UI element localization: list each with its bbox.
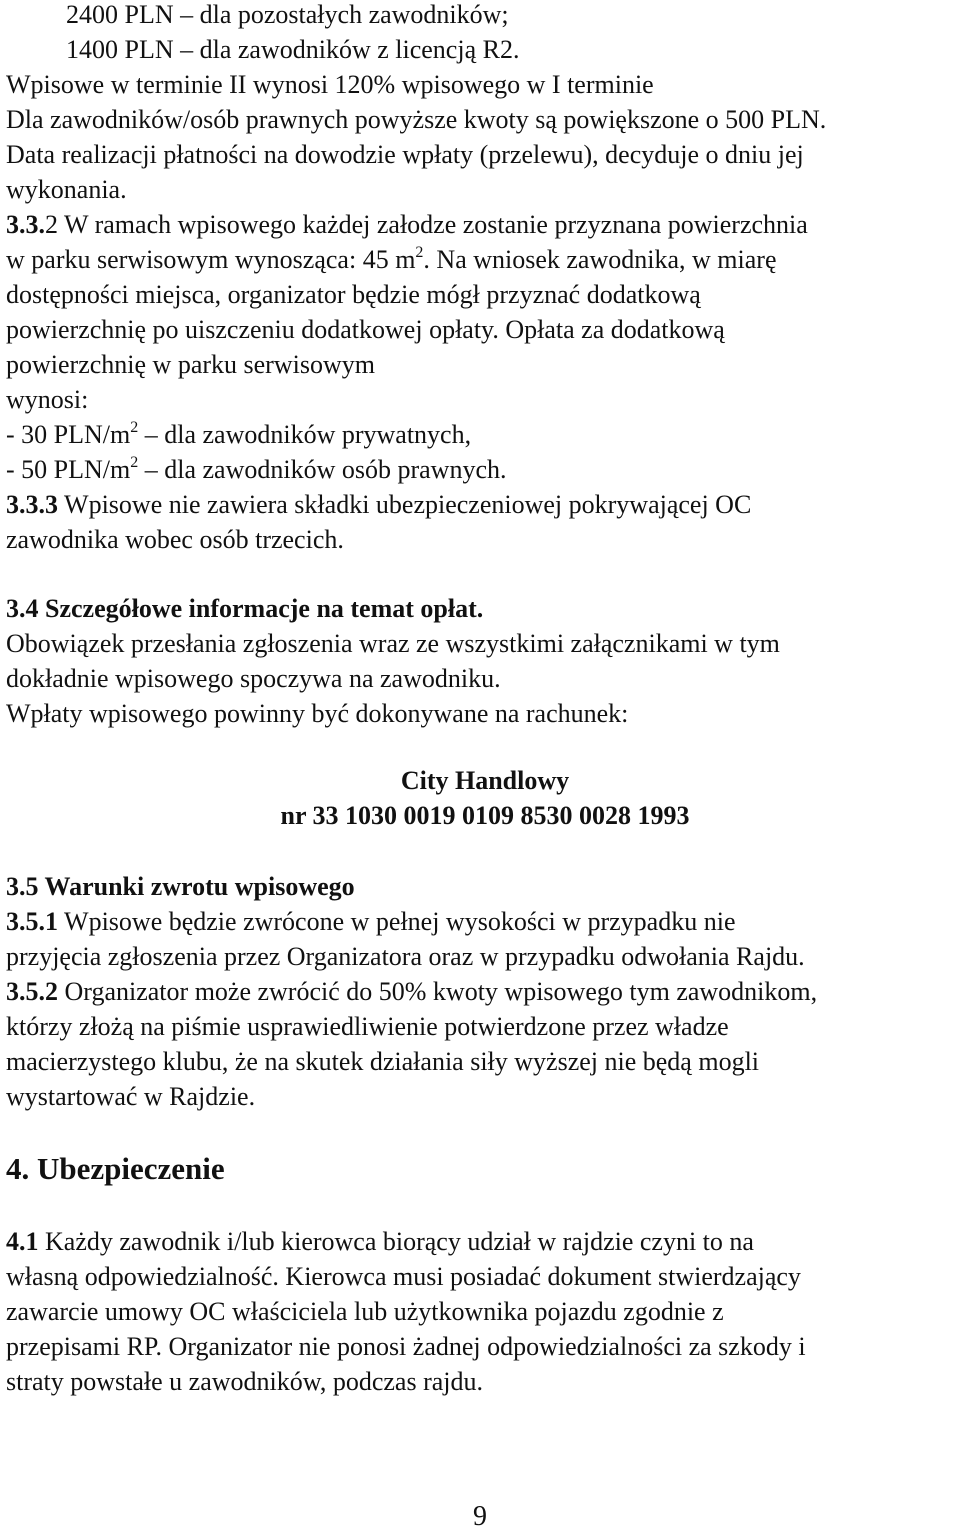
clause-number: 3.3. (6, 210, 45, 239)
clause-number: 3.5.2 (6, 977, 58, 1006)
section-heading-3-4: 3.4 Szczegółowe informacje na temat opłat. (6, 594, 484, 623)
text-segment: . Na wniosek zawodnika, w miarę (423, 245, 777, 274)
text-line: wynosi: (6, 385, 89, 414)
text-segment: - 50 PLN/m (6, 455, 131, 484)
clause-4-1 (6, 1227, 754, 1257)
fee-line-private (6, 420, 471, 450)
text-line: powierzchnię w parku serwisowym (6, 350, 375, 379)
bank-name: City Handlowy (400, 766, 570, 795)
text-segment: – dla zawodników osób prawnych. (138, 455, 507, 484)
text-line: własną odpowiedzialność. Kierowca musi posiadać dokument stwierdzający (6, 1262, 801, 1291)
text-line: przyjęcia zgłoszenia przez Organizatora oraz w przypadku odwołania Rajdu. (6, 942, 805, 971)
clause-number: 3.3.3 (6, 490, 58, 519)
clause-3-5-2 (6, 977, 817, 1007)
section-heading-4: 4. Ubezpieczenie (6, 1151, 225, 1186)
text-line: Data realizacji płatności na dowodzie wpłaty (przelewu), decyduje o dniu jej (6, 140, 804, 169)
clause-text: Wpisowe nie zawiera składki ubezpieczeniowej pokrywającej OC (58, 490, 752, 519)
clause-text: Organizator może zwrócić do 50% kwoty wpisowego tym zawodnikom, (58, 977, 818, 1006)
text-line: Dla zawodników/osób prawnych powyższe kwoty są powiększone o 500 PLN. (6, 105, 827, 134)
section-heading-3-5: 3.5 Warunki zwrotu wpisowego (6, 872, 355, 901)
fee-line-r2: 1400 PLN – dla zawodników z licencją R2. (66, 35, 520, 64)
text-line: dokładnie wpisowego spoczywa na zawodniku. (6, 664, 501, 693)
clause-text: Wpisowe będzie zwrócone w pełnej wysokości w przypadku nie (58, 907, 736, 936)
text-line: którzy złożą na piśmie usprawiedliwienie potwierdzone przez władze (6, 1012, 729, 1041)
clause-3-5-1 (6, 907, 736, 937)
bank-account-number: nr 33 1030 0019 0109 8530 0028 1993 (280, 801, 690, 830)
text-line: zawarcie umowy OC właściciela lub użytkownika pojazdu zgodnie z (6, 1297, 724, 1326)
fee-line-legal (6, 455, 507, 485)
text-line: powierzchnię po uiszczeniu dodatkowej opłaty. Opłata za dodatkową (6, 315, 725, 344)
clause-3-3-2 (6, 210, 808, 240)
text-segment: w parku serwisowym wynosząca: 45 m (6, 245, 416, 274)
superscript: 2 (130, 454, 139, 471)
clause-number: 3.5.1 (6, 907, 58, 936)
superscript: 2 (415, 244, 424, 261)
text-line: Wpisowe w terminie II wynosi 120% wpisowego w I terminie (6, 70, 654, 99)
text-line: wykonania. (6, 175, 127, 204)
text-line: wystartować w Rajdzie. (6, 1082, 256, 1111)
clause-3-3-3 (6, 490, 751, 520)
text-line: macierzystego klubu, że na skutek działania siły wyższej nie będą mogli (6, 1047, 760, 1076)
fee-line-other: 2400 PLN – dla pozostałych zawodników; (66, 0, 509, 29)
text-line: Wpłaty wpisowego powinny być dokonywane na rachunek: (6, 699, 629, 728)
text-line: Obowiązek przesłania zgłoszenia wraz ze wszystkimi załącznikami w tym (6, 629, 780, 658)
page-number: 9 (473, 1501, 487, 1532)
text-line: zawodnika wobec osób trzecich. (6, 525, 344, 554)
text-line: straty powstałe u zawodników, podczas rajdu. (6, 1367, 484, 1396)
superscript: 2 (130, 419, 139, 436)
text-segment: - 30 PLN/m (6, 420, 131, 449)
clause-number: 4.1 (6, 1227, 39, 1256)
text-line (6, 245, 776, 275)
clause-text: Każdy zawodnik i/lub kierowca biorący udział w rajdzie czyni to na (38, 1227, 754, 1256)
clause-text: W ramach wpisowego każdej załodze zostanie przyznana powierzchnia (58, 210, 808, 239)
text-line: dostępności miejsca, organizator będzie mógł przyznać dodatkową (6, 280, 701, 309)
text-line: przepisami RP. Organizator nie ponosi żadnej odpowiedzialności za szkody i (6, 1332, 806, 1361)
text-segment: – dla zawodników prywatnych, (138, 420, 472, 449)
clause-number-suffix: 2 (45, 210, 58, 239)
